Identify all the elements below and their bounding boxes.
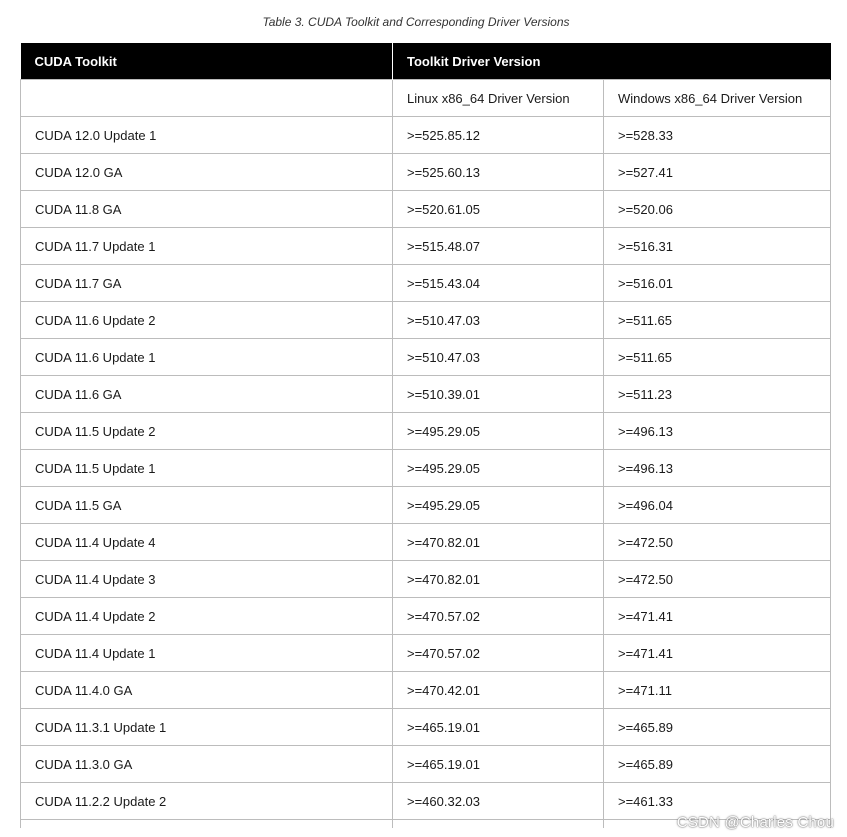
cell-toolkit: CUDA 12.0 Update 1 — [21, 117, 393, 154]
cell-windows: >=471.41 — [604, 635, 831, 672]
cell-windows: >=465.89 — [604, 709, 831, 746]
cell-windows: >=511.23 — [604, 376, 831, 413]
cell-linux: >=495.29.05 — [393, 487, 604, 524]
subheader-empty — [21, 80, 393, 117]
cell-toolkit: CUDA 11.7 GA — [21, 265, 393, 302]
cuda-driver-table — [20, 43, 831, 828]
cell-linux: >=510.47.03 — [393, 302, 604, 339]
cell-toolkit: CUDA 11.8 GA — [21, 191, 393, 228]
cell-toolkit: CUDA 11.5 GA — [21, 487, 393, 524]
cell-linux: >=510.47.03 — [393, 339, 604, 376]
table-body — [21, 117, 831, 829]
table-row — [21, 635, 831, 672]
header-toolkit-driver-version: Toolkit Driver Version — [393, 43, 831, 80]
cell-windows: >=516.01 — [604, 265, 831, 302]
cell-windows: >=471.11 — [604, 672, 831, 709]
cell-linux: >=470.42.01 — [393, 672, 604, 709]
table-row — [21, 450, 831, 487]
cell-toolkit: CUDA 11.2.2 Update 2 — [21, 783, 393, 820]
cell-linux: >=495.29.05 — [393, 413, 604, 450]
cell-linux: >=515.43.04 — [393, 265, 604, 302]
cell-toolkit: CUDA 12.0 GA — [21, 154, 393, 191]
table-row — [21, 154, 831, 191]
cell-windows: >=527.41 — [604, 154, 831, 191]
cell-windows: >=472.50 — [604, 561, 831, 598]
table-caption: Table 3. CUDA Toolkit and Corresponding Driver Versions — [262, 15, 570, 29]
cell-linux: >=470.82.01 — [393, 561, 604, 598]
cell-windows: >=472.50 — [604, 524, 831, 561]
table-row — [21, 339, 831, 376]
table-row — [21, 524, 831, 561]
cell-windows: >=520.06 — [604, 191, 831, 228]
cell-toolkit: CUDA 11.6 Update 2 — [21, 302, 393, 339]
cell-linux: >=510.39.01 — [393, 376, 604, 413]
table-row — [21, 413, 831, 450]
cell-windows: >=471.41 — [604, 598, 831, 635]
cell-toolkit: CUDA 11.3.0 GA — [21, 746, 393, 783]
cell-windows: >=496.04 — [604, 487, 831, 524]
table-row — [21, 709, 831, 746]
cell-toolkit: CUDA 11.7 Update 1 — [21, 228, 393, 265]
cell-partial — [393, 820, 604, 829]
cell-linux: >=470.57.02 — [393, 598, 604, 635]
cell-windows: >=511.65 — [604, 339, 831, 376]
table-row — [21, 376, 831, 413]
cell-linux: >=525.60.13 — [393, 154, 604, 191]
cell-linux: >=495.29.05 — [393, 450, 604, 487]
cell-toolkit: CUDA 11.3.1 Update 1 — [21, 709, 393, 746]
header-cuda-toolkit: CUDA Toolkit — [21, 43, 393, 80]
cell-linux: >=465.19.01 — [393, 746, 604, 783]
table-row — [21, 228, 831, 265]
cell-linux: >=470.82.01 — [393, 524, 604, 561]
cell-linux: >=515.48.07 — [393, 228, 604, 265]
cell-toolkit: CUDA 11.4 Update 4 — [21, 524, 393, 561]
cell-toolkit: CUDA 11.6 GA — [21, 376, 393, 413]
watermark: CSDN @Charles Chou — [676, 814, 834, 831]
subheader-windows: Windows x86_64 Driver Version — [604, 80, 831, 117]
cell-windows: >=461.33 — [604, 783, 831, 820]
table-subheader-row — [21, 80, 831, 117]
subheader-linux: Linux x86_64 Driver Version — [393, 80, 604, 117]
cell-toolkit: CUDA 11.6 Update 1 — [21, 339, 393, 376]
cell-toolkit: CUDA 11.5 Update 2 — [21, 413, 393, 450]
cell-windows: >=528.33 — [604, 117, 831, 154]
cell-windows: >=465.89 — [604, 746, 831, 783]
cell-windows: >=511.65 — [604, 302, 831, 339]
cell-toolkit: CUDA 11.4.0 GA — [21, 672, 393, 709]
cell-windows: >=496.13 — [604, 413, 831, 450]
table-row — [21, 598, 831, 635]
table-row — [21, 302, 831, 339]
cell-windows: >=516.31 — [604, 228, 831, 265]
table-row — [21, 487, 831, 524]
table-row — [21, 672, 831, 709]
table-row — [21, 746, 831, 783]
table-row — [21, 117, 831, 154]
cell-toolkit: CUDA 11.4 Update 2 — [21, 598, 393, 635]
cell-linux: >=520.61.05 — [393, 191, 604, 228]
cell-windows: >=496.13 — [604, 450, 831, 487]
table-row — [21, 191, 831, 228]
cell-linux: >=460.32.03 — [393, 783, 604, 820]
cell-linux: >=465.19.01 — [393, 709, 604, 746]
table-row — [21, 265, 831, 302]
table-row — [21, 561, 831, 598]
cell-toolkit: CUDA 11.5 Update 1 — [21, 450, 393, 487]
cell-toolkit: CUDA 11.4 Update 3 — [21, 561, 393, 598]
cell-partial — [21, 820, 393, 829]
cell-linux: >=470.57.02 — [393, 635, 604, 672]
table-header-row — [21, 43, 831, 80]
cell-linux: >=525.85.12 — [393, 117, 604, 154]
cell-toolkit: CUDA 11.4 Update 1 — [21, 635, 393, 672]
